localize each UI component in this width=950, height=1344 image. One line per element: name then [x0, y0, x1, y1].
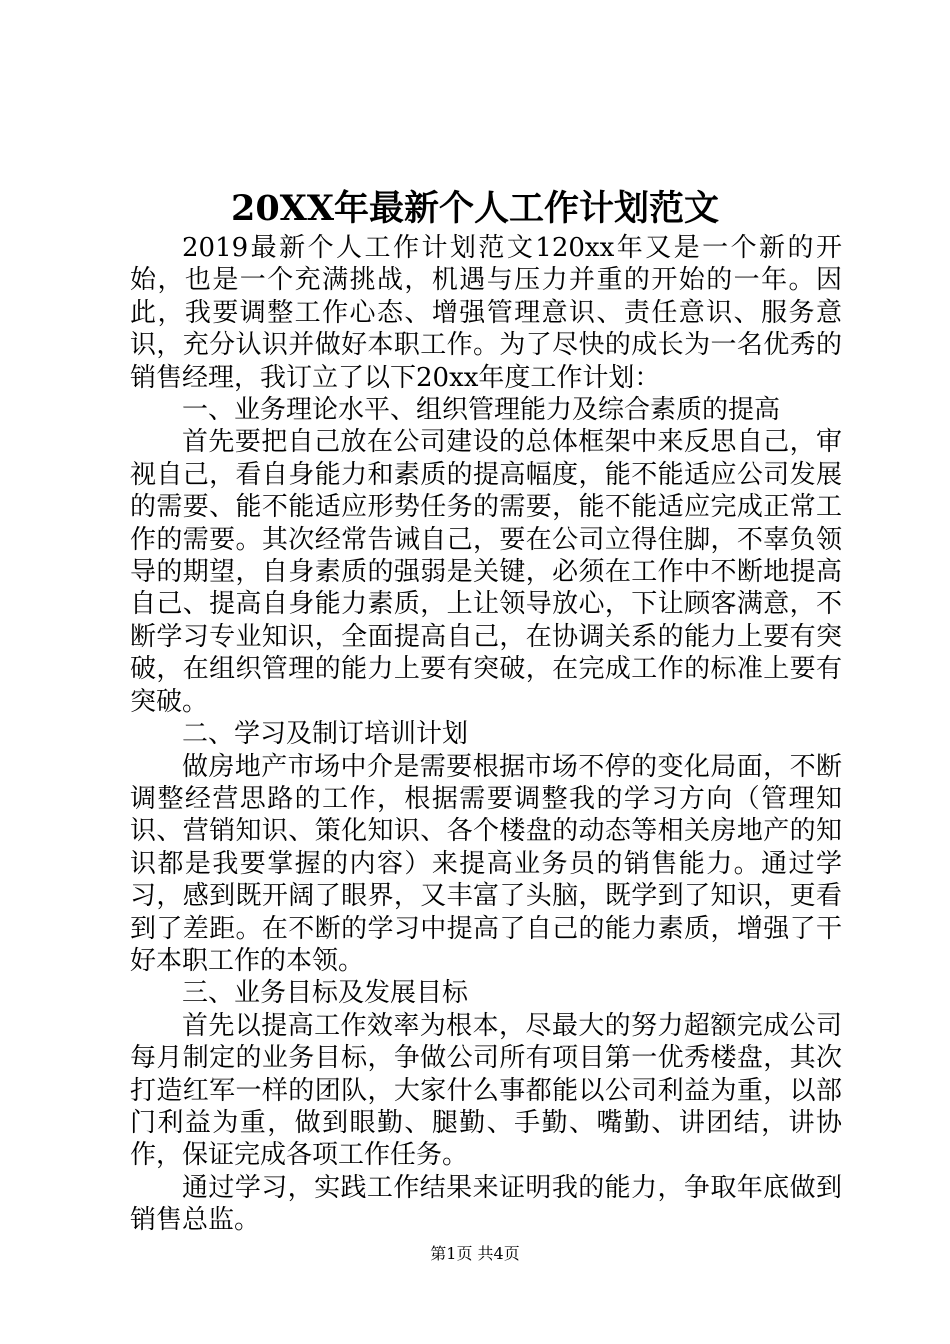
- section-paragraph-1: 首先要把自己放在公司建设的总体框架中来反思自己，审视自己，看自身能力和素质的提高幅度，能不能适应公司发展的需要、能不能适应形势任务的需要，能不能适应完成正常工作的需要。其次经常告诫自己，要在公司立得住脚，不辜负领导的期望，自身素质的强弱是关键，必须在工作中不断地提高自己、提高自身能力素质，上让领导放心，下让顾客满意，不断学习专业知识，全面提高自己，在协调关系的能力上要有突破，在组织管理的能力上要有突破，在完成工作的标准上要有突破。: [130, 427, 842, 717]
- section-paragraph-2: 做房地产市场中介是需要根据市场不停的变化局面，不断调整经营思路的工作，根据需要调整我的学习方向（管理知识、营销知识、策化知识、各个楼盘的动态等相关房地产的知识都是我要掌握的内容）来提高业务员的销售能力。通过学习，感到既开阔了眼界，又丰富了头脑，既学到了知识，更看到了差距。在不断的学习中提高了自己的能力素质，增强了干好本职工作的本领。: [130, 751, 842, 976]
- intro-paragraph: 2019最新个人工作计划范文120xx年又是一个新的开始，也是一个充满挑战，机遇与压力并重的开始的一年。因此，我要调整工作心态、增强管理意识、责任意识、服务意识，充分认识并做好本职工作。为了尽快的成长为一名优秀的销售经理，我订立了以下20xx年度工作计划：: [130, 233, 842, 393]
- document-title: 20XX年最新个人工作计划范文: [230, 188, 720, 229]
- page-footer: 第1页 共4页: [430, 1244, 520, 1263]
- section-paragraph-3: 首先以提高工作效率为根本，尽最大的努力超额完成公司每月制定的业务目标，争做公司所有项目第一优秀楼盘，其次打造红军一样的团队，大家什么事都能以公司利益为重，以部门利益为重，做到眼勤、腿勤、手勤、嘴勤、讲团结，讲协作，保证完成各项工作任务。: [130, 1010, 842, 1171]
- section-heading-1: 一、业务理论水平、组织管理能力及综合素质的提高: [182, 395, 781, 426]
- closing-paragraph: 通过学习，实践工作结果来证明我的能力，争取年底做到销售总监。: [130, 1172, 842, 1236]
- section-heading-3: 三、业务目标及发展目标: [182, 978, 469, 1009]
- document-body: [130, 232, 842, 1237]
- section-heading-2: 二、学习及制订培训计划: [182, 719, 469, 750]
